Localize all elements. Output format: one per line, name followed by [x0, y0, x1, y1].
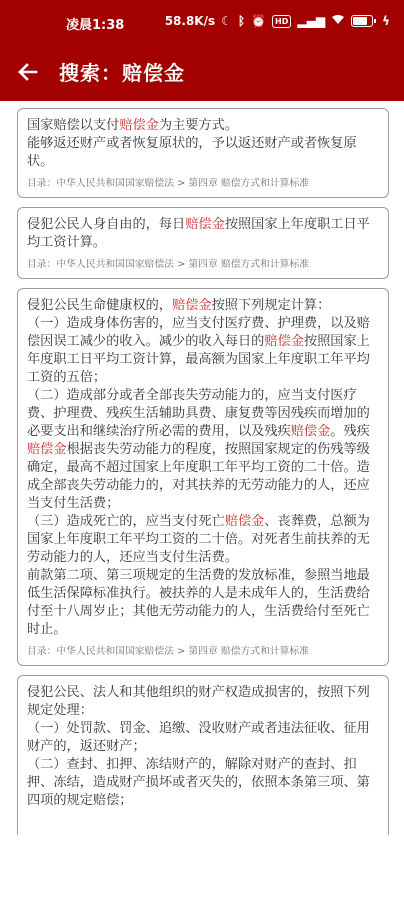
- app-bar: [0, 0, 404, 101]
- volte-icon: HD: [272, 15, 291, 28]
- result-card[interactable]: [17, 207, 389, 279]
- charging-icon: ϟ: [382, 14, 390, 28]
- result-text: [27, 684, 379, 810]
- result-text: [27, 216, 379, 252]
- wifi-icon: [331, 14, 345, 28]
- result-text-segment: 侵犯公民生命健康权的，: [27, 298, 173, 313]
- status-bar: [0, 0, 404, 44]
- result-text-segment: 按照国家上年度职工日平均工资计算。: [27, 217, 370, 250]
- result-source: 目录：中华人民共和国国家赔偿法 > 第四章 赔偿方式和计算标准: [27, 646, 310, 657]
- moon-icon: ☾: [221, 14, 232, 28]
- result-text-segment: 。残疾: [330, 424, 370, 439]
- toolbar: [0, 44, 404, 101]
- keyword-highlight: 赔偿金: [172, 298, 212, 313]
- keyword-highlight: 赔偿金: [224, 514, 265, 529]
- result-text: [27, 297, 379, 639]
- result-text: [27, 117, 379, 171]
- alarm-icon: ⏰: [251, 14, 267, 28]
- result-text-segment: 为主要方式。 能够返还财产或者恢复原状的，予以返还财产或者恢复原状。: [27, 118, 357, 169]
- network-speed: 58.8K/s: [164, 14, 216, 28]
- status-time: 凌晨1:38: [66, 18, 125, 33]
- result-source: 目录：中华人民共和国国家赔偿法 > 第四章 赔偿方式和计算标准: [27, 178, 310, 189]
- keyword-highlight: 赔偿金: [264, 334, 304, 349]
- keyword-highlight: 赔偿金: [290, 424, 331, 439]
- result-card[interactable]: [17, 675, 389, 835]
- result-text-segment: 、丧葬费，总额为国家上年度职工年平均工资的二十倍。对死者生前扶养的无劳动能力的人，还应当支付生活费。 前款第二项、第三项规定的生活费的发放标准，参照当地最低生活保障标准执行。被扶养的人是未成年人的，生活费给付至十八周岁止；其他无劳动能力的人，生活费给付至死亡时止。: [27, 514, 370, 637]
- result-source: 目录：中华人民共和国国家赔偿法 > 第四章 赔偿方式和计算标准: [27, 259, 310, 270]
- result-text-segment: 按照下列规定计算： （一）造成身体伤害的，应当支付医疗费、护理费，以及赔偿因误工减少的收入。减少的收入每日的: [27, 298, 370, 349]
- result-text-segment: 侵犯公民人身自由的，每日: [27, 217, 186, 232]
- keyword-highlight: 赔偿金: [119, 118, 159, 133]
- bluetooth-icon: ᛒ: [237, 14, 246, 28]
- result-card[interactable]: [17, 288, 389, 666]
- status-icons: [165, 14, 390, 28]
- result-text-segment: 侵犯公民、法人和其他组织的财产权造成损害的，按照下列规定处理： （一）处罚款、罚金、追缴、没收财产或者违法征收、征用财产的，返还财产； （二）查封、扣押、冻结财产的，解除对财产的查封、扣押、冻结，造成财产损坏或者灭失的，依照本条第三项、第四项的规定赔偿；: [27, 685, 370, 808]
- results-list: [17, 108, 389, 844]
- keyword-highlight: 赔偿金: [27, 442, 67, 457]
- result-text-segment: 根据丧失劳动能力的程度，按照国家规定的伤残等级确定，最高不超过国家上年度职工年平均工资的二十倍。造成全部丧失劳动能力的，对其扶养的无劳动能力的人，还应当支付生活费； （三）造成死亡的，应当支付死亡: [27, 442, 370, 529]
- page-title: 搜索：赔偿金: [59, 61, 185, 85]
- result-text-segment: 按照国家上年度职工日平均工资计算，最高额为国家上年度职工年平均工资的五倍； （二）造成部分或者全部丧失劳动能力的，应当支付医疗费、护理费、残疾生活辅助具费、康复费等因残疾而增加的必要支出和继续治疗所必需的费用，以及残疾: [27, 334, 370, 439]
- signal-icon: ▂▄▆: [297, 14, 326, 28]
- result-text-segment: 国家赔偿以支付: [27, 118, 120, 133]
- arrow-left-icon[interactable]: [14, 58, 42, 86]
- battery-icon: [351, 15, 376, 27]
- result-card[interactable]: [17, 108, 389, 198]
- keyword-highlight: 赔偿金: [185, 217, 225, 232]
